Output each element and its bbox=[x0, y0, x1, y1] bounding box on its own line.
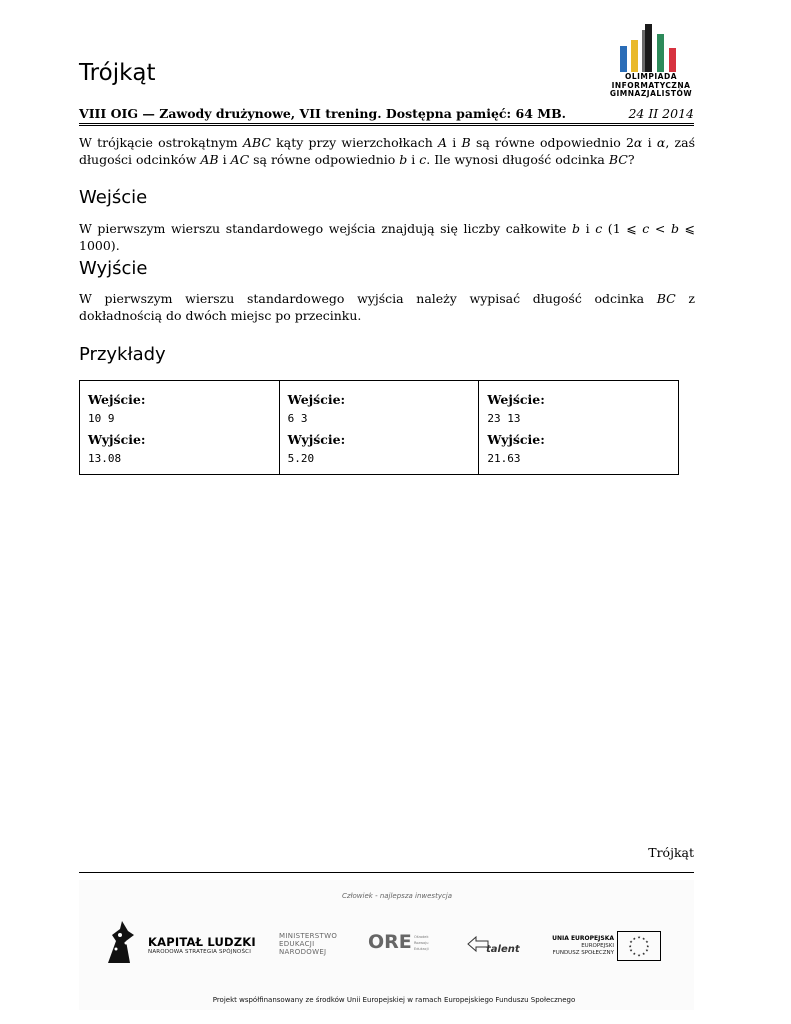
example-output-value: 5.20 bbox=[287, 452, 315, 465]
example-input-label: Wejście: bbox=[287, 392, 346, 407]
men-line-3: NARODOWEJ bbox=[279, 948, 327, 956]
logo-bar-black bbox=[645, 24, 652, 72]
example-output-value: 13.08 bbox=[88, 452, 122, 465]
ore-line-2: Rozwoju bbox=[414, 941, 429, 945]
talent-logo-text: talent bbox=[486, 944, 520, 955]
example-1 bbox=[80, 381, 280, 474]
task-title: Trójkąt bbox=[79, 60, 156, 86]
logo-line-1: OLIMPIADA bbox=[624, 72, 678, 81]
logo-bar-red bbox=[669, 48, 676, 72]
logo-bar-blue bbox=[620, 46, 627, 72]
example-input-value: 10 9 bbox=[88, 412, 115, 425]
project-funding-note: Projekt współfinansowany ze środków Unii Europejskiej w ramach Europejskiego Funduszu Społecznego bbox=[212, 996, 576, 1004]
example-output-label: Wyjście: bbox=[287, 432, 346, 447]
example-3 bbox=[479, 381, 678, 474]
svg-text:★: ★ bbox=[637, 935, 641, 940]
example-output-label: Wyjście: bbox=[487, 432, 545, 447]
footer-task-name: Trójkąt bbox=[648, 845, 694, 860]
header-rule-thin bbox=[79, 125, 694, 126]
kapital-ludzki-subtitle: NARODOWA STRATEGIA SPÓJNOŚCI bbox=[148, 949, 252, 955]
contest-headline: VIII OIG — Zawody drużynowe, VII trening. Dostępna pamięć: 64 MB. bbox=[79, 106, 566, 121]
example-input-label: Wejście: bbox=[88, 392, 146, 407]
svg-text:★: ★ bbox=[629, 940, 633, 945]
ore-logo-text: ORE bbox=[368, 931, 412, 953]
problem-statement: W trójkącie ostrokątnym ABC kąty przy wierzchołkach A i B są równe odpowiednio 2α i α, zaś długości odcinków AB i AC są równe odpowiednio b i c. Ile wynosi długość odcinka BC? bbox=[79, 135, 696, 167]
ore-line-1: Ośrodek bbox=[414, 935, 429, 939]
examples-table bbox=[79, 380, 679, 475]
logo-text bbox=[598, 73, 704, 99]
svg-text:★: ★ bbox=[628, 944, 632, 949]
men-line-2: EDUKACJI bbox=[279, 940, 315, 948]
svg-text:★: ★ bbox=[645, 948, 649, 953]
input-description: W pierwszym wierszu standardowego wejścia znajdują się liczby całkowite b i c (1 ⩽ c < b ⩽ 1000). bbox=[79, 221, 696, 253]
men-logo-text bbox=[279, 932, 337, 956]
svg-text:★: ★ bbox=[641, 936, 646, 941]
input-heading: Wejście bbox=[79, 187, 148, 208]
eu-subtitle bbox=[552, 943, 614, 958]
kapital-ludzki-logo-icon bbox=[106, 921, 136, 965]
svg-text:★: ★ bbox=[629, 948, 633, 953]
logo-bar-green bbox=[657, 34, 664, 72]
eu-text bbox=[552, 935, 614, 958]
logo-bar-yellow bbox=[631, 40, 638, 72]
svg-text:★: ★ bbox=[641, 951, 646, 956]
logo-line-3: GIMNAZJALISTÓW bbox=[609, 89, 693, 98]
eu-flag-icon bbox=[617, 931, 661, 961]
men-line-1: MINISTERSTWO bbox=[279, 932, 338, 940]
ore-subtitle bbox=[414, 934, 429, 952]
eu-title: UNIA EUROPEJSKA bbox=[552, 935, 614, 942]
example-2 bbox=[280, 381, 480, 474]
funding-slogan: Człowiek - najlepsza inwestycja bbox=[341, 892, 453, 900]
contest-date: 24 II 2014 bbox=[628, 106, 694, 121]
kapital-ludzki-text bbox=[148, 935, 256, 955]
svg-text:★: ★ bbox=[646, 944, 650, 949]
kapital-ludzki-title: KAPITAŁ LUDZKI bbox=[148, 935, 256, 949]
example-input-label: Wejście: bbox=[487, 392, 545, 407]
svg-text:★: ★ bbox=[645, 940, 649, 945]
example-output-label: Wyjście: bbox=[88, 432, 146, 447]
eu-subtitle-line-2: FUNDUSZ SPOŁECZNY bbox=[552, 950, 614, 956]
eu-subtitle-line-1: EUROPEJSKI bbox=[581, 942, 614, 949]
header-rule bbox=[79, 123, 694, 124]
output-description: W pierwszym wierszu standardowego wyjścia należy wypisać długość odcinka BC z dokładnością do dwóch miejsc po przecinku. bbox=[79, 291, 695, 323]
example-input-value: 23 13 bbox=[487, 412, 521, 425]
svg-text:★: ★ bbox=[632, 951, 637, 956]
logo-line-2: INFORMATYCZNA bbox=[611, 80, 691, 90]
ore-line-3: Edukacji bbox=[414, 947, 429, 951]
olimpiada-logo-icon bbox=[616, 24, 684, 72]
output-heading: Wyjście bbox=[79, 258, 148, 279]
footer-rule bbox=[79, 872, 694, 873]
examples-heading: Przykłady bbox=[79, 344, 166, 365]
example-input-value: 6 3 bbox=[287, 412, 308, 425]
contest-header bbox=[79, 106, 694, 123]
example-output-value: 21.63 bbox=[487, 452, 521, 465]
svg-text:★: ★ bbox=[637, 953, 641, 958]
svg-text:★: ★ bbox=[632, 936, 637, 941]
